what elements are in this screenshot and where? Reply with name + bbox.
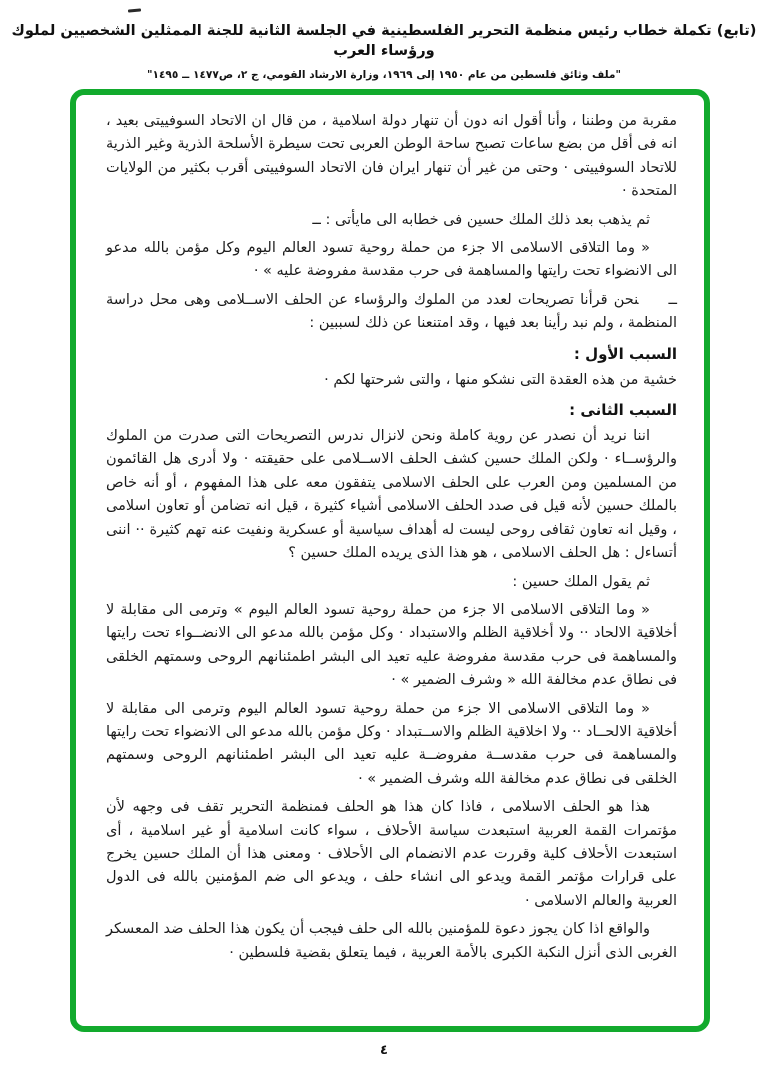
content-frame: [70, 89, 710, 1032]
body-paragraph: خشية من هذه العقدة التى نشكو منها ، والتى شرحتها لكم ·: [324, 371, 677, 388]
body-paragraph: ثم يقول الملك حسين :: [512, 573, 650, 590]
paragraph-lead-dash: ــ: [668, 291, 677, 308]
page-title: (تابع) تكملة خطاب رئيس منظمة التحرير الفلسطينية في الجلسة الثانية للجنة الممثلين الشخصيين لملوك ورؤساء العرب: [11, 22, 757, 59]
body-paragraph: « وما التلاقى الاسلامى الا جزء من حملة روحية تسود العالم اليوم وكل مؤمن بالله مدعو الى الانضواء تحت رايتها والمساهمة فى حرب مقدسة مفروضة عليه » ·: [106, 240, 677, 280]
document-body: [76, 95, 704, 1026]
body-paragraph: هذا هو الحلف الاسلامى ، فاذا كان هذا هو الحلف فمنظمة التحرير تقف فى وجهه لأن مؤتمرات القمة العربية استبعدت سياسة الأحلاف ، سواء كانت اسلامية أو غير اسلامية ، أى استبعدت الأحلاف كلية وقررت عدم الانضمام الى الأحلاف · ومعنى هذا أن الملك حسين يخرج على قرارات مؤتمر القمة ويدعو الى انشاء حلف ، ويدعو الى ضم المؤمنين بالله فى الدول العربية والعالم الاسلامى ·: [106, 799, 677, 909]
page-number: ٤: [380, 1043, 388, 1058]
section-heading: السبب الثانى :: [569, 401, 677, 420]
body-paragraph: « وما التلاقى الاسلامى الا جزء من حملة روحية تسود العالم اليوم » وترمى الى مقابلة لا أخلاقية الالحاد ·· ولا أخلاقية الظلم والاستبداد · وكل مؤمن بالله مدعو الى الانضــواء تحت رايتها والمساهمة فى حرب مقدسة مفروضة عليه تعيد الى البشر اطمئنانهم الروحى وسمتهم الخلقى فى نطاق عدم مخالفة الله « وشرف الضمير » ·: [106, 601, 677, 689]
scan-artifact-mark: [128, 8, 141, 12]
body-paragraph: اننا نريد أن نصدر عن روية كاملة ونحن لانزال ندرس التصريحات التى صدرت من الملوك والرؤســاء · ولكن الملك حسين كشف الحلف الاســلامى على حقيقته · ولا أدرى هل القائمون من المسلمين ومن العرب على الحلف الاسلامى يتفقون معه على هذا المفهوم ، أو أنه خاص بالملك حسين لأنه قيل فى صدد الحلف الاسلامى أشياء كثيرة ، قيل انه تضامن أو تعاون اسلامى ، وقيل انه تعاون ثقافى روحى ليست له أهداف سياسية أو عسكرية ونفيت عنه تهم كثيرة ·· اننى أتساءل : هل الحلف الاسلامى ، هو هذا الذى يريده الملك حسين ؟: [106, 428, 677, 562]
body-paragraph: ــنحن قرأنا تصريحات لعدد من الملوك والرؤساء عن الحلف الاســلامى وهى محل دراسة المنظمة ، ولم نبد رأينا بعد فيها ، وقد امتنعنا عن ذلك لسببين :: [106, 291, 677, 332]
body-paragraph: ثم يذهب بعد ذلك الملك حسين فى خطابه الى مايأتى : ــ: [312, 211, 650, 228]
body-paragraph: والواقع اذا كان يجوز دعوة للمؤمنين بالله الى حلف فيجب أن يكون هذا الحلف ضد المعسكر الغربى الذى أنزل النكبة الكبرى بالأمة العربية ، فيما يتعلق بقضية فلسطين ·: [106, 921, 677, 961]
body-paragraph: « وما التلاقى الاسلامى الا جزء من حملة روحية تسود العالم اليوم وترمى الى مقابلة لا أخلاقية الالحــاد ·· ولا اخلاقية الظلم والاســتبداد · وكل مؤمن بالله مدعو الى الانضواء تحت رايتها والمساهمة فى حرب مقدســة مفروضــة عليه تعيد الى البشر اطمئنانهم الروحى وسمتهم الخلقى فى نطاق عدم مخالفة الله وشرف الضمير » ·: [106, 700, 677, 787]
source-citation: "ملف وثائق فلسطين من عام ١٩٥٠ إلى ١٩٦٩، وزارة الارشاد القومي، ج ٢، ص١٤٧٧ ــ ١٤٩٥": [146, 69, 622, 81]
section-heading: السبب الأول :: [573, 344, 677, 363]
body-paragraph: مقربة من وطننا ، وأنا أقول انه دون أن تنهار دولة اسلامية ، من قال ان الاتحاد السوفييتى بعيد ، انه فى أقل من بضع ساعات تصبح ساحة الوطن العربى تحت سيطرة الأسلحة الذرية وغير الذرية للاتحاد السوفييتى · وحتى من غير أن تنهار ايران فان الاتحاد السوفييتى أقرب بكثير من الولايات المتحدة ·: [106, 113, 677, 200]
document-header: [10, 21, 758, 81]
